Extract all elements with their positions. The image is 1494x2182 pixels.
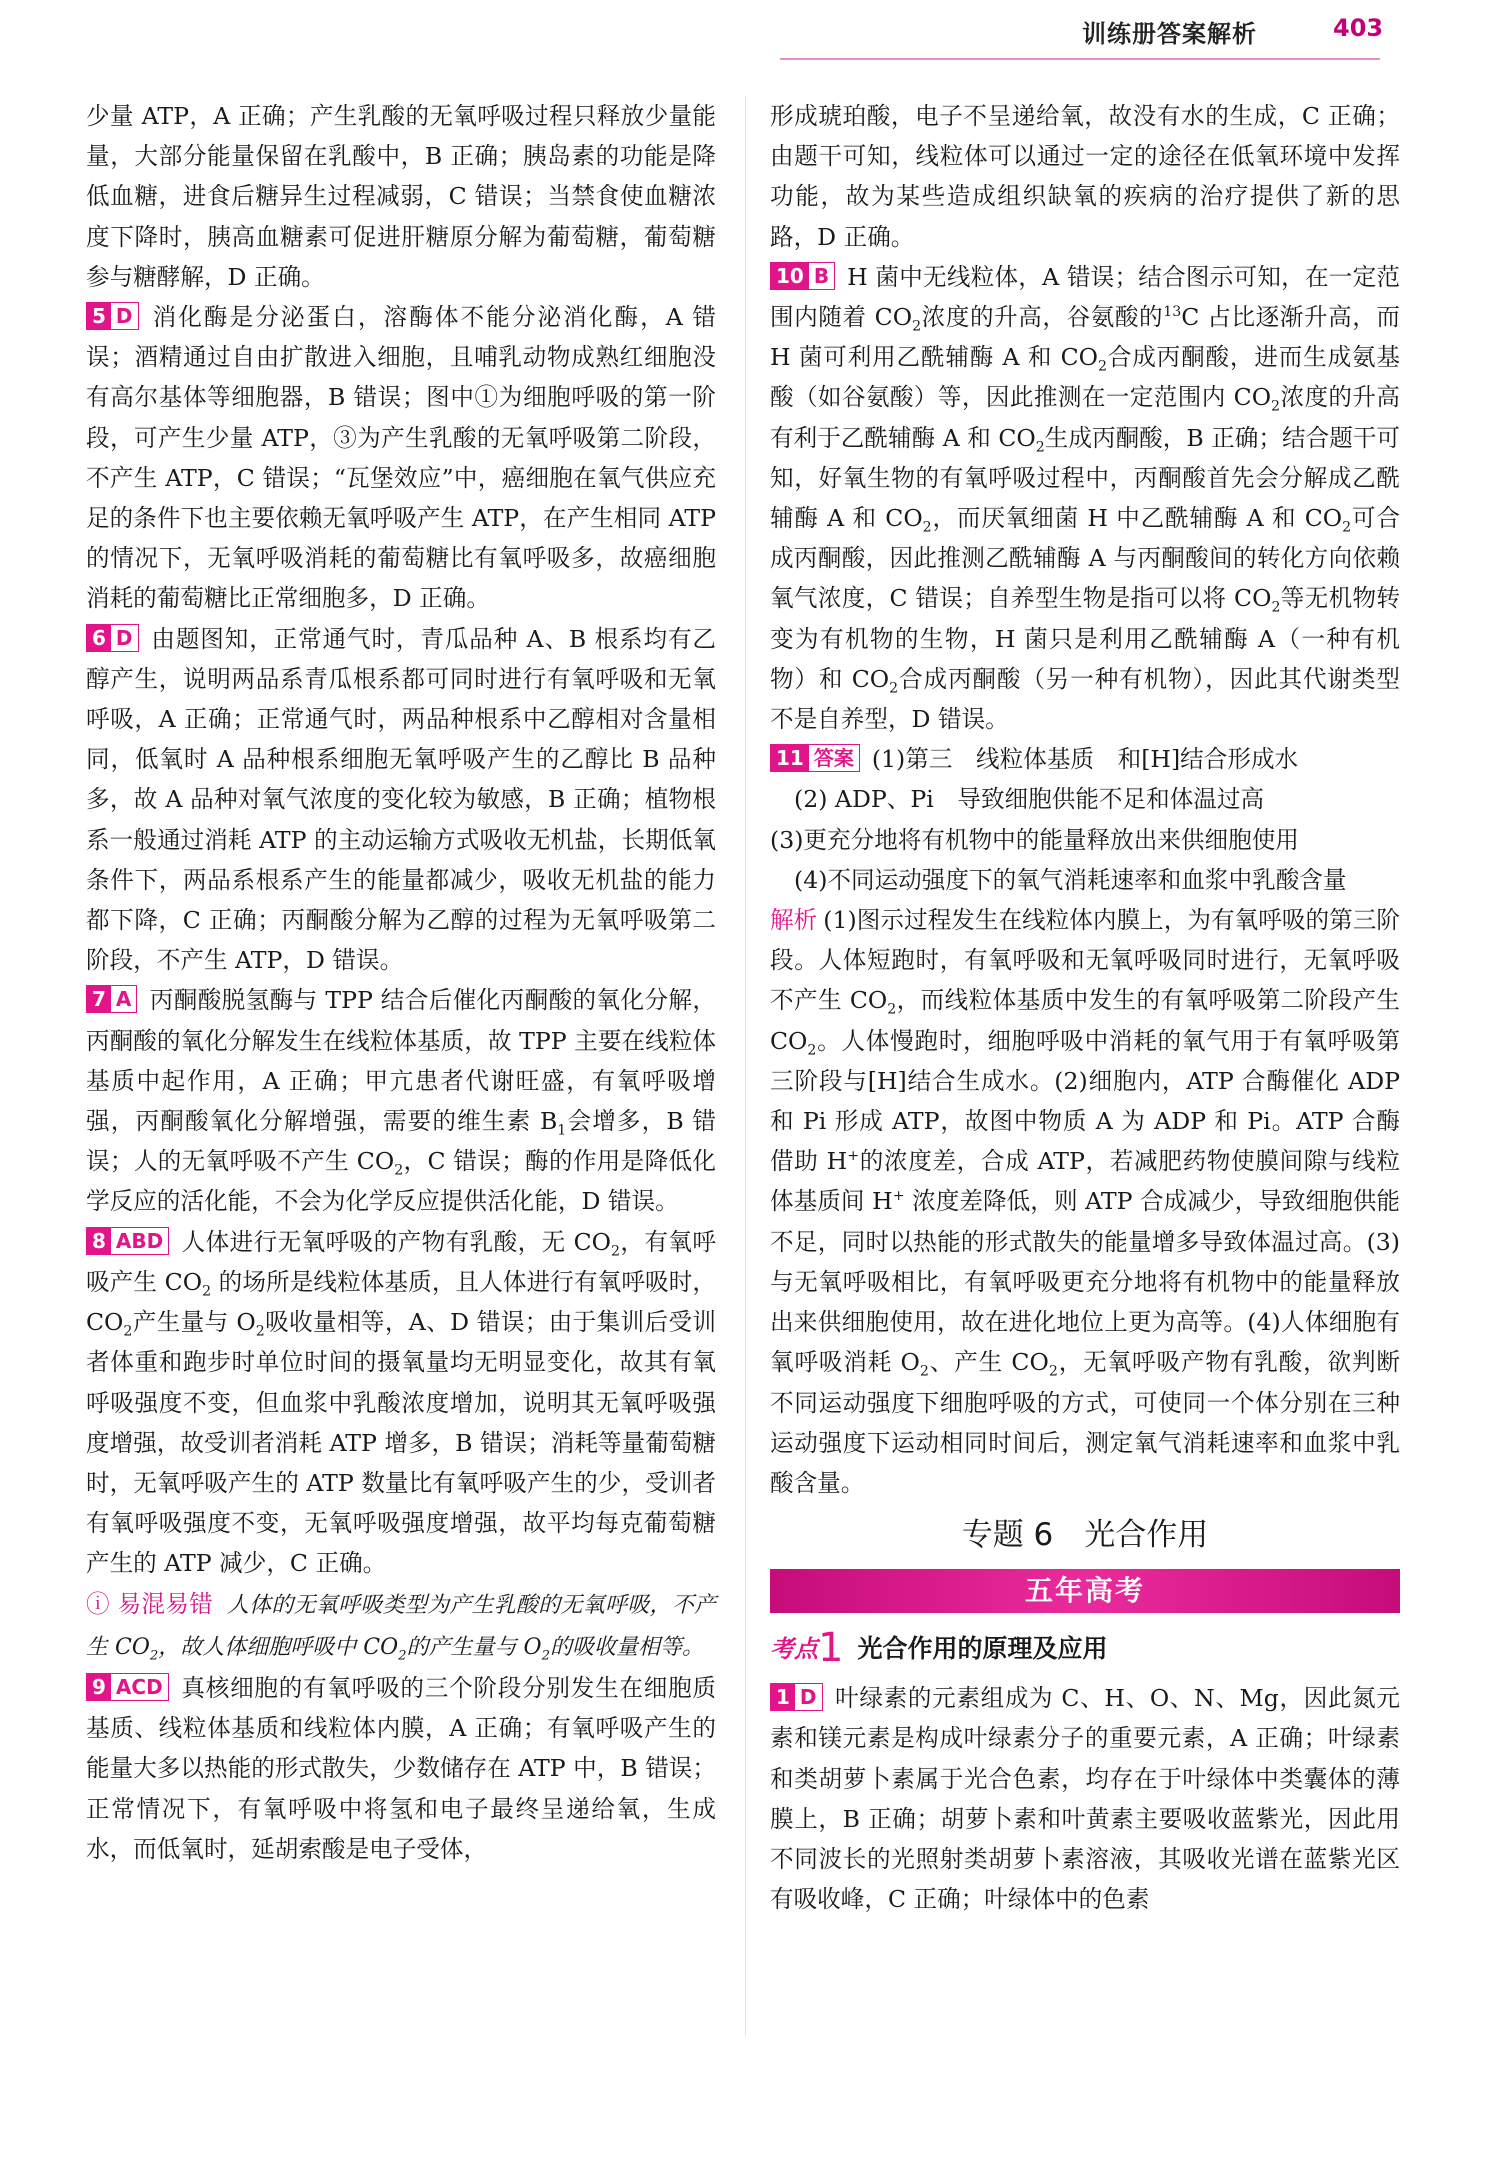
answer-item-11: 11 答案 (1)第三 线粒体基质 和[H]结合形成水 [770, 739, 1400, 779]
answer-item-6: 6 D 由题图知，正常通气时，青瓜品种 A、B 根系均有乙醇产生，说明两品系青瓜根系都可同时进行有氧呼吸和无氧呼吸，A 正确；正常通气时，两品种根系中乙醇相对含量相同，低氧时 A 品种根系细胞无氧呼吸产生的乙醇比 B 品种多，故 A 品种对氧气浓度的变化较为敏感，B 正确；植物根系一般通过消耗 ATP 的主动运输方式吸收无机盐，长期低氧条件下，两品系根系产生的能量都减少，吸收无机盐的能力都下降，C 正确；丙酮酸分解为乙醇的过程为无氧呼吸第二阶段，不产生 ATP，D 错误。 [86, 624, 716, 975]
analysis-11: 解析 (1)图示过程发生在线粒体内膜上，为有氧呼吸的第三阶段。人体短跑时，有氧呼吸和无氧呼吸同时进行，无氧呼吸不产生 $CO_2$，而线粒体基质中发生的有氧呼吸第二阶段产生 $CO_2$。人体慢跑时，细胞呼吸中消耗的氧气用于有氧呼吸第三阶段与[H]结合生成水。(2)细胞内，ATP 合酶催化 ADP 和 Pi 形成 ATP，故图中物质 A 为 ADP 和 Pi。ATP 合酶借助 H+的浓度差，合成 ATP，若减肥药物使膜间隙与线粒体基质间 H+ 浓度差降低，则 ATP 合成减少，导致细胞供能不足，同时以热能的形式散失的能量增多导致体温过高。(3)与无氧呼吸相比，有氧呼吸更充分地将有机物中的能量释放出来供细胞使用，故在进化地位上更为高等。(4)人体细胞有氧呼吸消耗 $O_2$、产生 $CO_2$，无氧呼吸产物有乳酸，欲判断不同运动强度下细胞呼吸的方式，可使同一个体分别在三种运动强度下运动相同时间后，测定氧气消耗速率和血浆中乳酸含量。 [770, 906, 1401, 1497]
page-header [0, 0, 1494, 70]
answer-tag: 10 B [770, 262, 835, 290]
warning-icon: ⓘ 易混易错 [86, 1589, 213, 1618]
paragraph-continued: 少量 ATP，A 正确；产生乳酸的无氧呼吸过程只释放少量能量，大部分能量保留在乳酸中，B 正确；胰岛素的功能是降低血糖，进食后糖异生过程减弱，C 错误；当禁食使血糖浓度下降时，胰高血糖素可促进肝糖原分解为葡萄糖，葡萄糖参与糖酵解，D 正确。 [86, 102, 716, 291]
page-number: 403 [1333, 14, 1384, 42]
paragraph-continued: 形成琥珀酸，电子不呈递给氧，故没有水的生成，C 正确；由题干可知，线粒体可以通过一定的途径在低氧环境中发挥功能，故为某些造成组织缺氧的疾病的治疗提供了新的思路，D 正确。 [770, 102, 1400, 251]
note-easily-confused: ⓘ 易混易错 人体的无氧呼吸类型为产生乳酸的无氧呼吸，不产生 $CO_2$，故人体细胞呼吸中 $CO_2$的产生量与 $O_2$的吸收量相等。 [86, 1589, 716, 1664]
answer-tag: 9 ACD [86, 1673, 169, 1701]
answer-item-1: 1 D 叶绿素的元素组成为 C、H、O、N、Mg，因此氮元素和镁元素是构成叶绿素分子的重要元素，A 正确；叶绿素和类胡萝卜素属于光合色素，均存在于叶绿体中类囊体的薄膜上，B 正确；胡萝卜素和叶黄素主要吸收蓝紫光，因此用不同波长的光照射类胡萝卜素溶液，其吸收光谱在蓝紫光区有吸收峰，C 正确；叶绿体中的色素 [770, 1684, 1400, 1914]
column-divider [745, 96, 746, 2036]
answer-tag: 6 D [86, 624, 139, 652]
section-title: 专题 6 光合作用 [961, 1517, 1209, 1554]
answer-tag: 1 D [770, 1683, 823, 1711]
section-banner: 五年高考 [770, 1569, 1400, 1613]
answer-item-7: 7 A 丙酮酸脱氢酶与 TPP 结合后催化丙酮酸的氧化分解，丙酮酸的氧化分解发生在线粒体基质，故 TPP 主要在线粒体基质中起作用，A 正确；甲亢患者代谢旺盛，有氧呼吸增强，丙酮酸氧化分解增强，需要的维生素 $B_1$会增多，B 错误；人的无氧呼吸不产生 $CO_2$，C 错误；酶的作用是降低化学反应的活化能，不会为化学反应提供活化能，D 错误。 [86, 986, 716, 1216]
answer-tag: 8 ABD [86, 1227, 169, 1255]
answer-line: (2) ADP、Pi 导致细胞供能不足和体温过高 [794, 785, 1265, 814]
left-column [86, 96, 716, 1869]
header-rule [780, 58, 1380, 60]
topic-heading: 考点1 光合作用的原理及应用 [770, 1625, 1108, 1672]
answer-line: (4)不同运动强度下的氧气消耗速率和血浆中乳酸含量 [794, 865, 1347, 894]
answer-tag: 7 A [86, 985, 137, 1013]
answer-line: (3)更充分地将有机物中的能量释放出来供细胞使用 [770, 825, 1299, 854]
answer-item-9: 9 ACD 真核细胞的有氧呼吸的三个阶段分别发生在细胞质基质、线粒体基质和线粒体内膜，A 正确；有氧呼吸产生的能量大多以热能的形式散失，少数储存在 ATP 中，B 错误；正常情况下，有氧呼吸中将氢和电子最终呈递给氧，生成水，而低氧时，延胡索酸是电子受体， [86, 1673, 716, 1863]
answer-item-5: 5 D 消化酶是分泌蛋白，溶酶体不能分泌消化酶，A 错误；酒精通过自由扩散进入细胞，且哺乳动物成熟红细胞没有高尔基体等细胞器，B 错误；图中①为细胞呼吸的第一阶段，可产生少量 ATP，③为产生乳酸的无氧呼吸第二阶段，不产生 ATP，C 错误；“瓦堡效应”中，癌细胞在氧气供应充足的条件下也主要依赖无氧呼吸产生 ATP，在产生相同 ATP 的情况下，无氧呼吸消耗的葡萄糖比有氧呼吸多，故癌细胞消耗的葡萄糖比正常细胞多，D 正确。 [86, 303, 716, 613]
right-column [770, 96, 1400, 1919]
answer-item-10: 10 B H 菌中无线粒体，A 错误；结合图示可知，在一定范围内随着 $CO_2$浓度的升高，谷氨酸的$^{13}$C 占比逐渐升高，而 H 菌可利用乙酰辅酶 A 和 $CO_2$合成丙酮酸，进而生成氨基酸（如谷氨酸）等，因此推测在一定范围内 $CO_2$浓度的升高有利于乙酰辅酶 A 和 $CO_2$生成丙酮酸，B 正确；结合题干可知，好氧生物的有氧呼吸过程中，丙酮酸首先会分解成乙酰辅酶 A 和 $CO_2$，而厌氧细菌 H 中乙酰辅酶 A 和 $CO_2$可合成丙酮酸，因此推测乙酰辅酶 A 与丙酮酸间的转化方向依赖氧气浓度，C 错误；自养型生物是指可以将 $CO_2$等无机物转变为有机物的生物，H 菌只是利用乙酰辅酶 A（一种有机物）和 $CO_2$合成丙酮酸（另一种有机物），因此其代谢类型不是自养型，D 错误。 [770, 262, 1401, 734]
analysis-label: 解析 [770, 906, 818, 935]
answer-tag: 11 答案 [770, 744, 860, 772]
answer-item-8: 8 ABD 人体进行无氧呼吸的产物有乳酸，无 $CO_2$，有氧呼吸产生 $CO_2$ 的场所是线粒体基质，且人体进行有氧呼吸时，$CO_2$产生量与 $O_2$吸收量相等，A、D 错误；由于集训后受训者体重和跑步时单位时间的摄氧量均无明显变化，故其有氧呼吸强度不变，但血浆中乳酸浓度增加，说明其无氧呼吸强度增强，故受训者消耗 ATP 增多，B 错误；消耗等量葡萄糖时，无氧呼吸产生的 ATP 数量比有氧呼吸产生的少，受训者有氧呼吸强度不变，无氧呼吸强度增强，故平均每克葡萄糖产生的 ATP 减少，C 正确。 [86, 1227, 717, 1578]
header-title: 训练册答案解析 [1082, 20, 1257, 48]
answer-tag: 5 D [86, 302, 139, 330]
